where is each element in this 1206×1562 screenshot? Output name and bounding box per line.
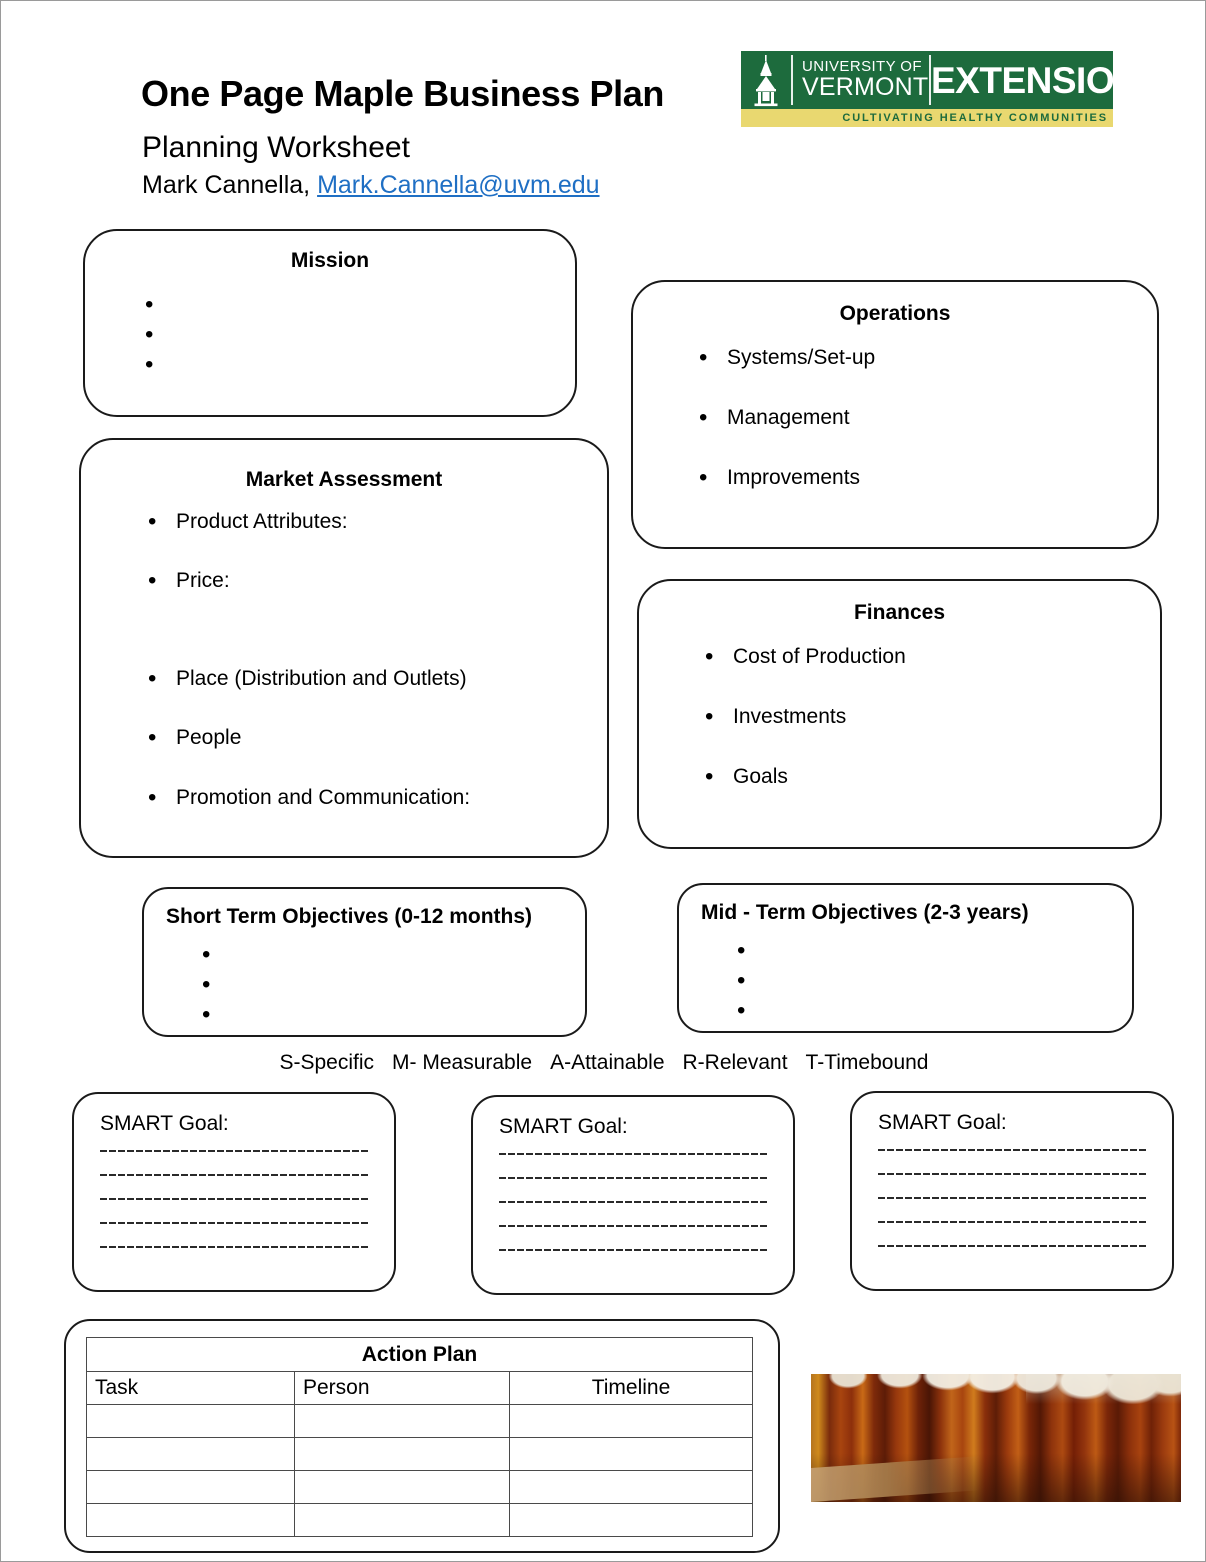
finances-box [637,579,1162,849]
list-item[interactable]: • Management [685,406,1157,430]
mission-bullet-list [131,293,575,383]
write-line[interactable] [878,1245,1146,1247]
write-line[interactable] [499,1249,767,1251]
logo-divider-2 [929,55,931,105]
market-assessment-box [79,438,609,858]
mid-term-bullet-list [723,939,1132,1029]
author-email-link[interactable]: Mark.Cannella@uvm.edu [317,171,600,199]
list-item[interactable]: • People [134,726,607,750]
write-line[interactable] [100,1246,368,1248]
smart-goal-label: SMART Goal: [878,1111,1007,1134]
finances-title: Finances [853,601,946,624]
cell-person[interactable] [295,1471,510,1504]
mid-term-objectives-title: Mid - Term Objectives (2-3 years) [701,901,1029,924]
cell-timeline[interactable] [510,1438,753,1471]
short-term-bullet-list [188,943,585,1033]
mission-title: Mission [290,249,370,272]
cell-timeline[interactable] [510,1504,753,1537]
logo-line-2: VERMONT [802,73,929,102]
write-line[interactable] [878,1149,1146,1151]
short-term-objectives-box [142,887,587,1037]
mid-term-objectives-box [677,883,1134,1033]
smart-goal-write-lines[interactable] [100,1150,368,1248]
list-item[interactable]: • Price: [134,569,607,593]
cell-task[interactable] [87,1438,295,1471]
list-item[interactable] [131,293,575,323]
operations-bullet-list [685,346,1157,490]
finances-bullet-list [691,645,1160,789]
list-item[interactable] [723,969,1132,999]
list-item[interactable]: • Goals [691,765,1160,789]
list-item[interactable]: • Improvements [685,466,1157,490]
market-assessment-bullet-list [134,510,607,810]
logo-line-1: UNIVERSITY OF [802,58,922,76]
table-row [87,1405,753,1438]
write-line[interactable] [499,1225,767,1227]
table-column-header-row [87,1372,753,1405]
list-item[interactable]: • Cost of Production [691,645,1160,669]
logo-tagline-band [741,109,1113,127]
cell-person[interactable] [295,1438,510,1471]
smart-goal-box-2 [471,1095,795,1295]
cell-task[interactable] [87,1504,295,1537]
table-row [87,1471,753,1504]
page-subtitle: Planning Worksheet [142,131,410,164]
table-header-row [87,1338,753,1372]
mission-box [83,229,577,417]
list-item[interactable] [723,939,1132,969]
operations-box [631,280,1159,549]
page-title: One Page Maple Business Plan [141,73,664,114]
write-line[interactable] [100,1222,368,1224]
uvm-extension-logo [741,51,1141,127]
action-plan-box [64,1319,780,1553]
column-header-task: Task [87,1372,295,1405]
smart-goal-label: SMART Goal: [100,1112,229,1135]
logo-tagline: CULTIVATING HEALTHY COMMUNITIES [842,111,1108,124]
write-line[interactable] [499,1177,767,1179]
smart-goal-box-1 [72,1092,396,1292]
smart-legend-item: S-Specific [279,1051,375,1074]
list-item[interactable] [131,323,575,353]
smart-goal-write-lines[interactable] [878,1149,1146,1247]
smart-legend-item: A-Attainable [550,1051,665,1074]
smart-goal-write-lines[interactable] [499,1153,767,1251]
action-plan-table [86,1337,753,1537]
logo-green-band [741,51,1141,109]
write-line[interactable] [100,1198,368,1200]
column-header-timeline: Timeline [510,1372,753,1405]
author-byline [142,172,600,200]
cell-person[interactable] [295,1405,510,1438]
list-item[interactable] [723,999,1132,1029]
write-line[interactable] [499,1201,767,1203]
list-item[interactable] [188,973,585,1003]
list-item[interactable] [188,943,585,973]
logo-divider [791,55,793,105]
write-line[interactable] [499,1153,767,1155]
list-item[interactable]: • Product Attributes: [134,510,607,534]
smart-goal-box-3 [850,1091,1174,1291]
cell-task[interactable] [87,1405,295,1438]
photo-bottle-caps-layer [811,1374,1181,1420]
cell-person[interactable] [295,1504,510,1537]
write-line[interactable] [100,1174,368,1176]
smart-legend-item: M- Measurable [392,1051,533,1074]
write-line[interactable] [100,1150,368,1152]
operations-title: Operations [839,302,951,325]
list-item[interactable]: • Promotion and Communication: [134,786,607,810]
smart-legend-item: R-Relevant [682,1051,788,1074]
uvm-tower-icon [741,51,791,109]
write-line[interactable] [878,1197,1146,1199]
list-item[interactable]: • Systems/Set-up [685,346,1157,370]
cell-timeline[interactable] [510,1471,753,1504]
cell-task[interactable] [87,1471,295,1504]
short-term-objectives-title: Short Term Objectives (0-12 months) [166,905,533,928]
smart-legend [1,1051,1206,1075]
list-item[interactable]: • Place (Distribution and Outlets) [134,667,607,691]
column-header-person: Person [295,1372,510,1405]
smart-legend-item: T-Timebound [805,1051,929,1074]
logo-wordmark: EXTENSION [931,59,1141,101]
action-plan-title: Action Plan [87,1338,753,1372]
list-item[interactable] [188,1003,585,1033]
write-line[interactable] [878,1221,1146,1223]
logo-university-text [793,51,929,109]
list-item[interactable] [131,353,575,383]
market-assessment-title: Market Assessment [245,468,443,491]
table-row [87,1504,753,1537]
cell-timeline[interactable] [510,1405,753,1438]
list-item[interactable]: • Investments [691,705,1160,729]
write-line[interactable] [878,1173,1146,1175]
smart-goal-label: SMART Goal: [499,1115,628,1138]
table-row [87,1438,753,1471]
author-name: Mark Cannella, [142,171,318,199]
maple-syrup-bottles-photo [811,1374,1181,1502]
